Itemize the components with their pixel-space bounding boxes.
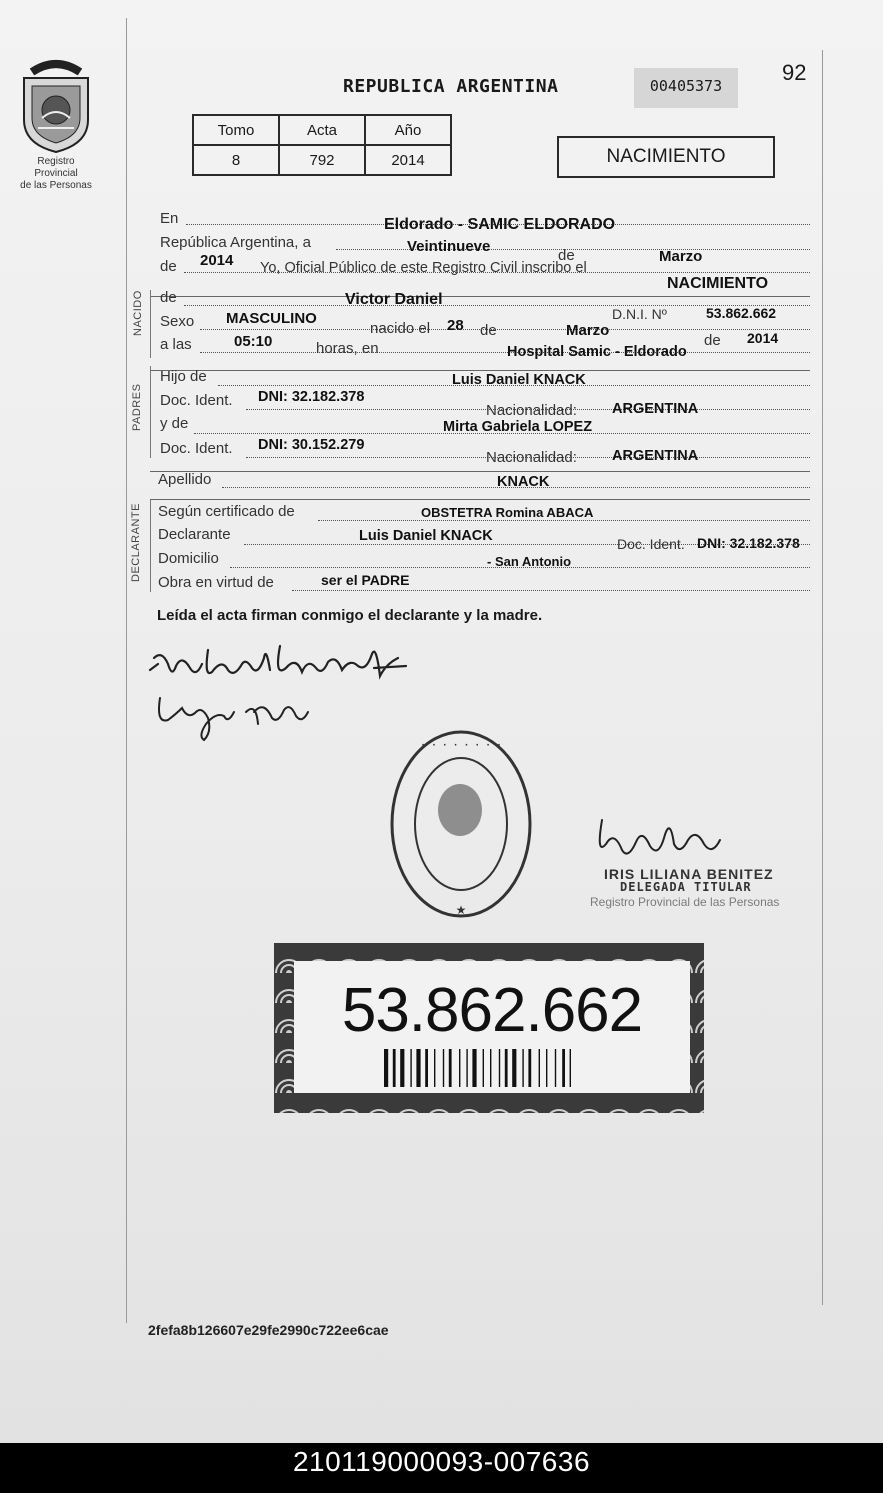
yde-label: y de bbox=[160, 415, 189, 432]
dni-label: D.N.I. Nº bbox=[612, 306, 667, 322]
hijo-label: Hijo de bbox=[160, 368, 207, 385]
nac-label: Nacionalidad: bbox=[486, 402, 577, 419]
apellido-label: Apellido bbox=[158, 471, 212, 488]
doc3-label: Doc. Ident. bbox=[617, 536, 685, 552]
birth-day: 28 bbox=[447, 317, 464, 334]
nacido-label: nacido el bbox=[370, 320, 431, 337]
declarante-label: Declarante bbox=[158, 526, 231, 543]
section-padres-label: PADRES bbox=[131, 383, 143, 431]
month-value: Marzo bbox=[659, 248, 703, 265]
page-number: 92 bbox=[782, 60, 807, 85]
inscription-type: NACIMIENTO bbox=[667, 275, 769, 292]
declarant-name: Luis Daniel KNACK bbox=[359, 528, 493, 544]
child-name: Victor Daniel bbox=[345, 291, 443, 308]
sticker-number: 53.862.662 bbox=[341, 976, 643, 1045]
birth-year: 2014 bbox=[747, 330, 779, 346]
alas-label: a las bbox=[160, 336, 192, 353]
col-anio-header: Año bbox=[365, 115, 451, 145]
official-name: IRIS LILIANA BENITEZ bbox=[604, 866, 774, 882]
father-nationality: ARGENTINA bbox=[612, 401, 699, 417]
father-doc: DNI: 32.182.378 bbox=[258, 389, 365, 405]
tomo-value: 8 bbox=[193, 145, 279, 175]
surname-value: KNACK bbox=[497, 474, 550, 490]
de2-label: de bbox=[160, 258, 177, 275]
day-value: Veintinueve bbox=[407, 238, 491, 255]
svg-text:★: ★ bbox=[455, 903, 467, 917]
child-dni: 53.862.662 bbox=[706, 305, 777, 321]
official-org: Registro Provincial de las Personas bbox=[590, 895, 780, 909]
sex-value: MASCULINO bbox=[226, 310, 317, 327]
en-label: En bbox=[160, 210, 179, 227]
doc-label: Doc. Ident. bbox=[160, 392, 233, 409]
signatures-handwritten bbox=[146, 628, 416, 748]
domicilio-label: Domicilio bbox=[158, 550, 219, 567]
record-type-box: NACIMIENTO bbox=[557, 136, 775, 178]
left-margin-line bbox=[126, 18, 127, 1323]
obra-label: Obra en virtud de bbox=[158, 574, 274, 591]
birth-place: Hospital Samic - Eldorado bbox=[507, 344, 687, 360]
de-label: de bbox=[558, 247, 575, 264]
footer-id: 210119000093-007636 bbox=[292, 1446, 591, 1477]
de5-label: de bbox=[704, 332, 721, 349]
serial-number: 00405373 bbox=[634, 68, 738, 108]
official-signature bbox=[588, 800, 738, 860]
barcode-icon bbox=[384, 1049, 634, 1087]
nac2-label: Nacionalidad: bbox=[486, 449, 577, 466]
svg-text:· · · · · · · ·: · · · · · · · · bbox=[420, 741, 502, 751]
official-role: DELEGADA TITULAR bbox=[620, 880, 752, 894]
sexo-label: Sexo bbox=[160, 313, 195, 330]
sticker-label bbox=[294, 961, 690, 1093]
closing-statement: Leída el acta firman conmigo el declarante y la madre. bbox=[157, 607, 543, 624]
acta-value: 792 bbox=[279, 145, 365, 175]
coat-of-arms-icon bbox=[18, 58, 94, 154]
horas-label: horas, en bbox=[316, 340, 379, 357]
year-value: 2014 bbox=[200, 252, 234, 269]
col-acta-header: Acta bbox=[279, 115, 365, 145]
reason-value: ser el PADRE bbox=[321, 572, 410, 588]
section-declarante-label: DECLARANTE bbox=[130, 503, 142, 582]
right-margin-line bbox=[822, 50, 823, 1305]
de4-label: de bbox=[480, 322, 497, 339]
official-text: Yo, Oficial Público de este Registro Civil inscribo el bbox=[260, 260, 587, 276]
republica-label: República Argentina, a bbox=[160, 234, 311, 251]
father-name: Luis Daniel KNACK bbox=[452, 372, 586, 388]
address-value: - San Antonio bbox=[487, 554, 572, 569]
doc2-label: Doc. Ident. bbox=[160, 440, 233, 457]
mother-nationality: ARGENTINA bbox=[612, 448, 699, 464]
certificado-label: Según certificado de bbox=[158, 503, 295, 520]
de3-label: de bbox=[160, 289, 177, 306]
anio-value: 2014 bbox=[365, 145, 451, 175]
col-tomo-header: Tomo bbox=[193, 115, 279, 145]
document-title: REPUBLICA ARGENTINA bbox=[343, 76, 559, 97]
registry-table bbox=[192, 114, 452, 176]
province-logo bbox=[16, 58, 96, 192]
place-value: Eldorado - SAMIC ELDORADO bbox=[384, 216, 616, 233]
section-nacido-label: NACIDO bbox=[132, 290, 144, 336]
declarant-doc: DNI: 32.182.378 bbox=[697, 535, 800, 551]
registry-stamp bbox=[388, 728, 538, 924]
logo-caption: Registro Provincial de las Personas bbox=[20, 156, 92, 191]
mother-doc: DNI: 30.152.279 bbox=[258, 437, 365, 453]
id-sticker bbox=[274, 943, 704, 1113]
birth-month: Marzo bbox=[566, 322, 610, 339]
mother-name: Mirta Gabriela LOPEZ bbox=[443, 419, 593, 435]
document-hash: 2fefa8b126607e29fe2990c722ee6cae bbox=[148, 1322, 389, 1338]
birth-time: 05:10 bbox=[234, 333, 273, 350]
certificate-issuer: OBSTETRA Romina ABACA bbox=[421, 505, 594, 520]
